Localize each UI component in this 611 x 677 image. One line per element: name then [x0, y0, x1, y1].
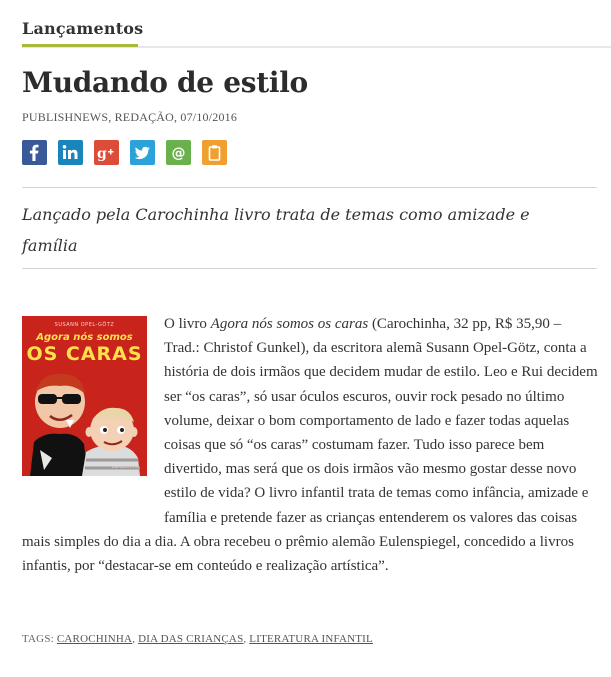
- body-intro: O livro: [164, 316, 211, 332]
- cover-title-line1: Agora nós somos: [36, 332, 133, 343]
- divider-bottom: [22, 268, 597, 269]
- facebook-icon: [22, 140, 47, 165]
- share-googleplus-button[interactable]: [94, 140, 119, 165]
- body-rest: (Carochinha, 32 pp, R$ 35,90 – Trad.: Christof Gunkel), da escritora alemã Susann Opel-Götz, conta a história de dois irmãos que decidem mudar de estilo. Leo e Rui decidem ser “os caras”, só usar óculos escuros, ouvir rock pesado no último volume, deixar o bom comportamento de lado e fazer todas aquelas coisas que só “os caras” costumam fazer. Tudo isso parece bem divertido, mas será que os dois irmãos vão mesmo gostar desse novo estilo de vida? O livro infantil trata de temas como infância, amizade e família e pretende fazer as crianças entenderem os valores das coisas mais simples do dia a dia. A obra recebeu o prêmio alemão Eulenspiegel, concedido a livros infantis, por “destacar-se em conteúdo e realização artística”.: [22, 316, 598, 575]
- section-label[interactable]: Lançamentos: [22, 19, 144, 38]
- book-title: Agora nós somos os caras: [210, 316, 369, 332]
- share-bar: [22, 140, 227, 165]
- cover-title-line2: OS CARAS: [26, 343, 143, 365]
- cover-illustration: [22, 362, 147, 476]
- share-twitter-button[interactable]: [130, 140, 155, 165]
- tags-line: TAGS: CAROCHINHA, DIA DAS CRIANÇAS, LITERATURA INFANTIL: [22, 633, 373, 645]
- share-email-button[interactable]: [166, 140, 191, 165]
- section-underline: [22, 44, 138, 47]
- linkedin-icon: [58, 140, 83, 165]
- article-title: Mudando de estilo: [22, 66, 308, 99]
- tag-link[interactable]: LITERATURA INFANTIL: [249, 633, 373, 645]
- share-facebook-button[interactable]: [22, 140, 47, 165]
- twitter-icon: [130, 140, 155, 165]
- share-clipboard-button[interactable]: [202, 140, 227, 165]
- email-icon: [166, 140, 191, 165]
- cover-author: SUSANN OPEL-GÖTZ: [54, 322, 115, 328]
- section-header: [22, 0, 611, 48]
- tag-link[interactable]: DIA DAS CRIANÇAS: [138, 633, 244, 645]
- article-byline: PUBLISHNEWS, REDAÇÃO, 07/10/2016: [22, 110, 238, 124]
- tag-link[interactable]: CAROCHINHA: [56, 633, 133, 645]
- svg-text:g: g: [97, 146, 107, 162]
- tags-label: TAGS:: [22, 633, 54, 645]
- share-linkedin-button[interactable]: [58, 140, 83, 165]
- article-lede: Lançado pela Carochinha livro trata de temas como amizade e família: [22, 205, 530, 255]
- google-plus-icon: [94, 140, 119, 165]
- clipboard-icon: [202, 140, 227, 165]
- cover-publisher: carochinha: [111, 464, 139, 470]
- book-cover-image: [22, 316, 147, 476]
- divider-top: [22, 187, 597, 188]
- svg-text:@: @: [171, 145, 186, 162]
